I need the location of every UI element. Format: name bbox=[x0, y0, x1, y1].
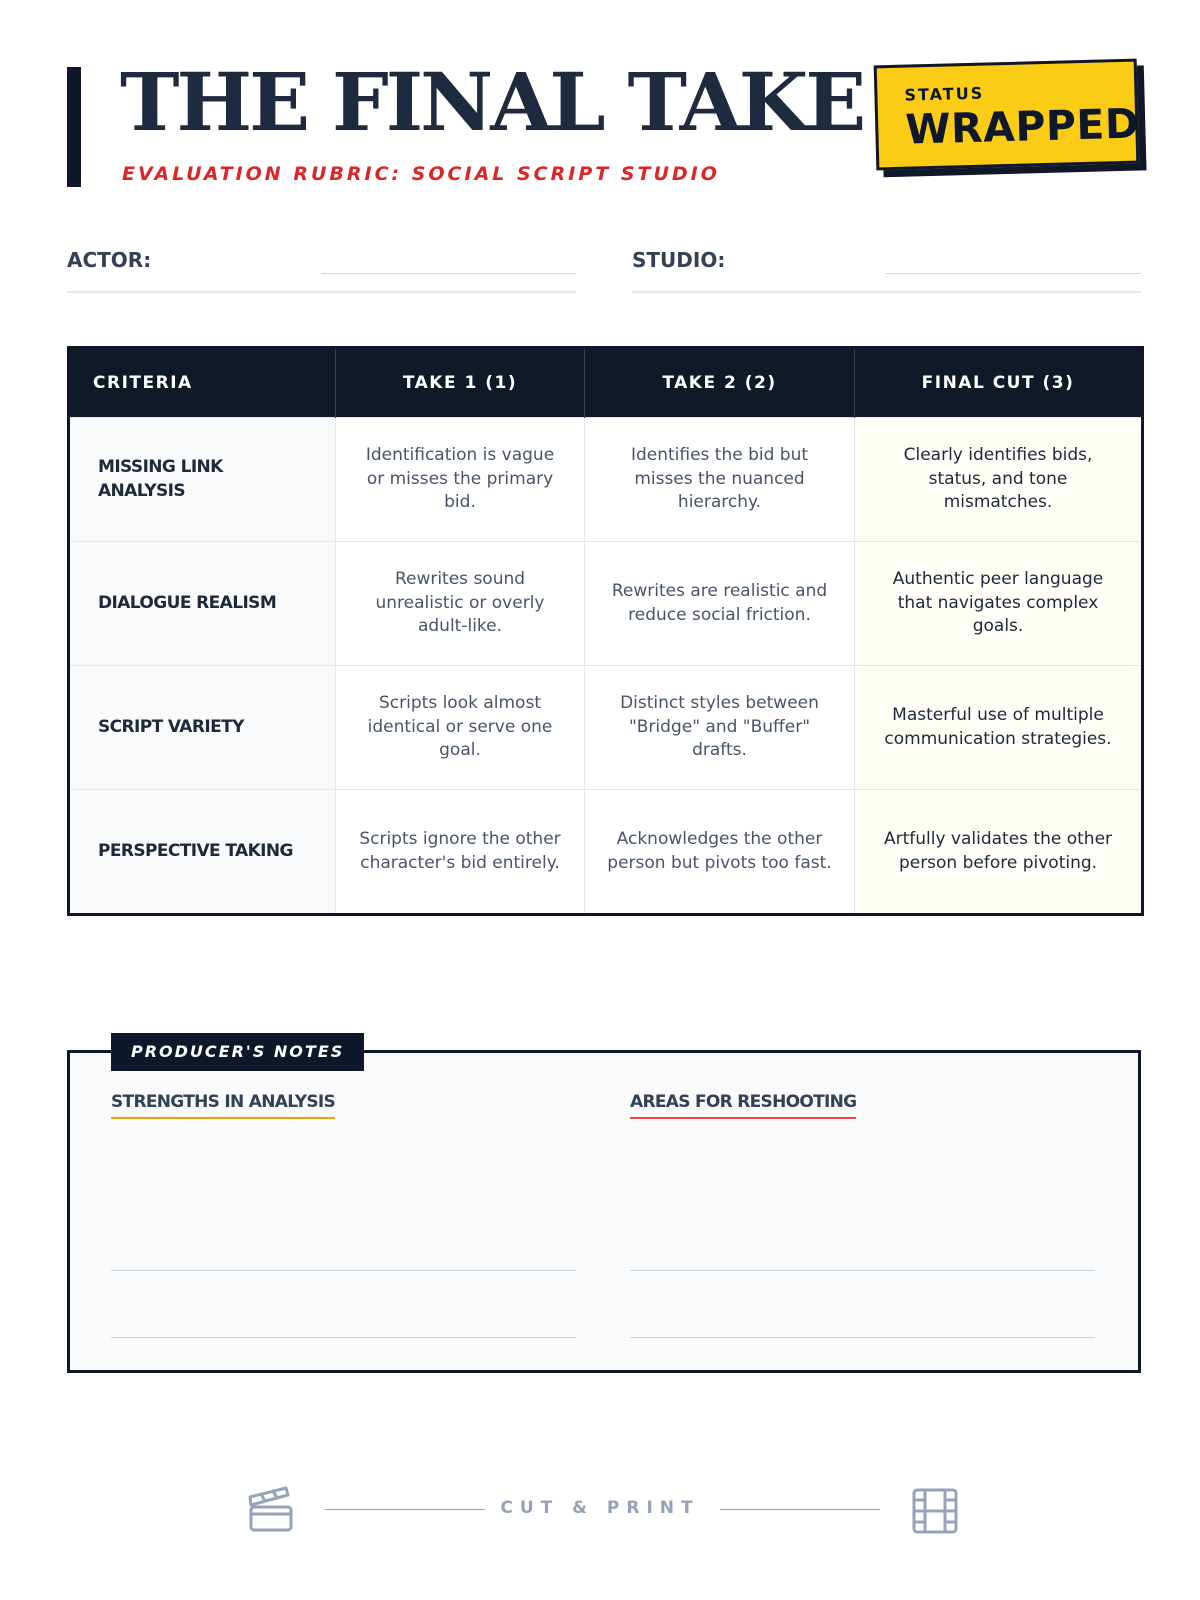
actor-field[interactable] bbox=[67, 245, 576, 293]
strengths-heading: STRENGTHS IN ANALYSIS bbox=[111, 1092, 335, 1119]
criteria-cell: MISSING LINK ANALYSIS bbox=[69, 418, 336, 542]
final-cut-cell: Authentic peer language that navigates complex goals. bbox=[855, 542, 1143, 666]
producers-notes-tag: PRODUCER'S NOTES bbox=[111, 1033, 364, 1071]
film-strip-icon bbox=[911, 1487, 959, 1535]
page-subtitle: EVALUATION RUBRIC: SOCIAL SCRIPT STUDIO bbox=[122, 163, 720, 185]
rubric-table bbox=[67, 346, 1144, 916]
take1-cell: Scripts look almost identical or serve one goal. bbox=[336, 666, 585, 790]
take2-cell: Identifies the bid but misses the nuanced hierarchy. bbox=[585, 418, 855, 542]
reshoot-heading: AREAS FOR RESHOOTING bbox=[630, 1092, 856, 1119]
final-cut-cell: Artfully validates the other person before pivoting. bbox=[855, 790, 1143, 915]
rubric-header-row bbox=[69, 348, 1143, 418]
stamp-body bbox=[874, 59, 1140, 171]
studio-field[interactable] bbox=[632, 245, 1141, 293]
header-criteria: CRITERIA bbox=[69, 348, 336, 418]
criteria-cell: SCRIPT VARIETY bbox=[69, 666, 336, 790]
stamp-label: STATUS bbox=[904, 83, 985, 105]
reshoot-write-line[interactable] bbox=[630, 1270, 1095, 1271]
take1-cell: Identification is vague or misses the primary bid. bbox=[336, 418, 585, 542]
final-cut-cell: Masterful use of multiple communication strategies. bbox=[855, 666, 1143, 790]
take1-cell: Scripts ignore the other character's bid entirely. bbox=[336, 790, 585, 915]
footer-text: CUT & PRINT bbox=[500, 1498, 700, 1518]
status-stamp bbox=[874, 59, 1140, 171]
take2-cell: Rewrites are realistic and reduce social friction. bbox=[585, 542, 855, 666]
final-cut-cell: Clearly identifies bids, status, and tone mismatches. bbox=[855, 418, 1143, 542]
take2-cell: Acknowledges the other person but pivots too fast. bbox=[585, 790, 855, 915]
take1-cell: Rewrites sound unrealistic or overly adult-like. bbox=[336, 542, 585, 666]
footer-rule-right bbox=[720, 1509, 880, 1510]
header-final-cut: FINAL CUT (3) bbox=[855, 348, 1143, 418]
page-title: THE FINAL TAKE bbox=[120, 55, 864, 149]
clapperboard-icon bbox=[247, 1486, 295, 1534]
footer-rule-left bbox=[325, 1509, 485, 1510]
strengths-write-line[interactable] bbox=[111, 1270, 576, 1271]
studio-write-line[interactable] bbox=[886, 273, 1141, 274]
take2-cell: Distinct styles between "Bridge" and "Buffer" drafts. bbox=[585, 666, 855, 790]
strengths-write-line[interactable] bbox=[111, 1337, 576, 1338]
actor-write-line[interactable] bbox=[321, 273, 576, 274]
header-take-2: TAKE 2 (2) bbox=[585, 348, 855, 418]
criteria-cell: DIALOGUE REALISM bbox=[69, 542, 336, 666]
table-row bbox=[69, 418, 1143, 542]
criteria-cell: PERSPECTIVE TAKING bbox=[69, 790, 336, 915]
header-accent-bar bbox=[67, 67, 81, 187]
table-row bbox=[69, 542, 1143, 666]
stamp-value: WRAPPED bbox=[904, 99, 1141, 154]
studio-label: STUDIO: bbox=[632, 248, 726, 272]
reshoot-write-line[interactable] bbox=[630, 1337, 1095, 1338]
actor-label: ACTOR: bbox=[67, 248, 152, 272]
table-row bbox=[69, 666, 1143, 790]
header-take-1: TAKE 1 (1) bbox=[336, 348, 585, 418]
table-row bbox=[69, 790, 1143, 915]
